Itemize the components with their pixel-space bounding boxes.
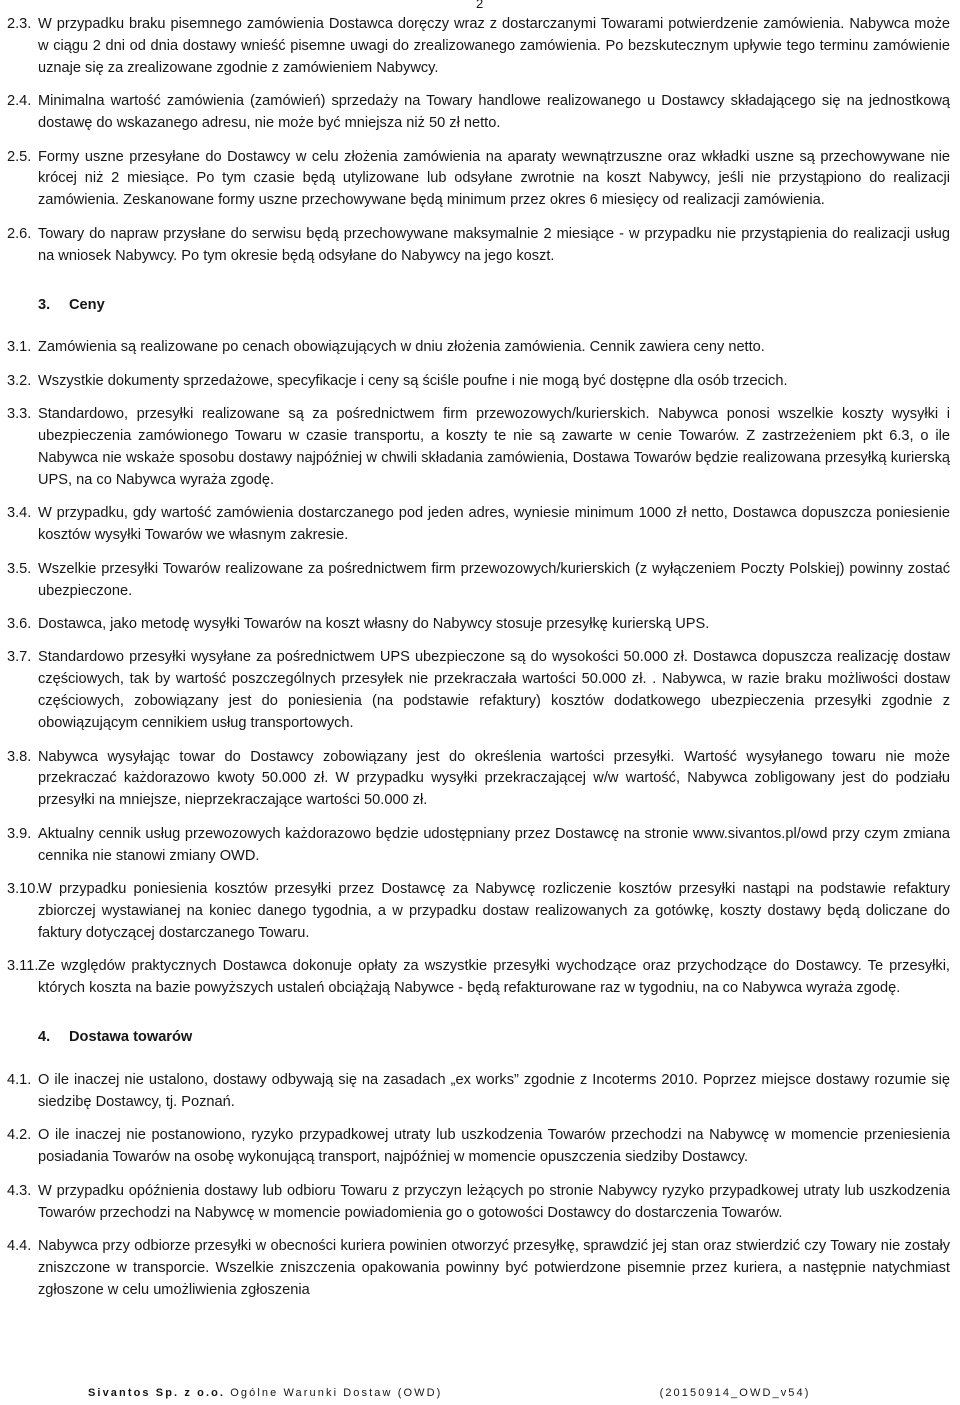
footer-company: Sivantos Sp. z o.o.: [88, 1387, 226, 1399]
clause-2-4: [7, 91, 950, 135]
clause-number: 2.3.: [7, 16, 32, 32]
section-4-heading: [7, 1027, 950, 1049]
clause-3-7: [7, 647, 950, 735]
clause-text: O ile inaczej nie ustalono, dostawy odbywają się na zasadach „ex works” zgodnie z Incoterms 2010. Poprzez miejsce dostawy rozumie się siedzibę Dostawcy, tj. Poznań.: [38, 1072, 950, 1110]
clause-text: Minimalna wartość zamówienia (zamówień) sprzedaży na Towary handlowe realizowanego u Dostawcy składającego się na jednostkową dostawę do wskazanego adresu, nie może być mniejsza niż 50 zł netto.: [38, 93, 950, 132]
clause-text: Formy uszne przesyłane do Dostawcy w celu złożenia zamówienia na aparaty wewnątrzuszne oraz wkładki uszne są przechowywane nie krócej niż 2 miesiące. Po tym czasie będą utylizowane lub odsyłane zwrotnie na koszt Nabywcy, jeśli nie przystąpiono do realizacji zamówienia. Zeskanowane formy uszne przechowywane będą minimum przez okres 6 miesięcy od realizacji zamówienia.: [38, 148, 950, 209]
footer-document-title: Ogólne Warunki Dostaw (OWD): [230, 1387, 443, 1399]
clause-number: 4.2.: [7, 1127, 32, 1144]
clause-text: W przypadku poniesienia kosztów przesyłki przez Dostawcę za Nabywcę rozliczenie kosztów przesyłki nastąpi na podstawie refaktury zbiorczej wystawianej na koniec danego tygodnia, a w przypadku dostaw realizowanych za gotówkę, koszty dostawy będą doliczane do faktury dotyczącej dostarczanego Towaru.: [38, 881, 950, 941]
section-number: 4.: [38, 1029, 51, 1046]
clause-number: 2.4.: [7, 93, 32, 110]
clause-number: 3.6.: [7, 616, 32, 633]
clause-text: W przypadku braku pisemnego zamówienia Dostawca doręczy wraz z dostarczanymi Towarami potwierdzenie zamówienia. Nabywca może w ciągu 2 dni od dnia dostawy wnieść pisemne uwagi do zrealizowanego zamówienia. Po bezskutecznym upływie tego terminu zamówienie uznaje się za zrealizowane zgodnie z zamówieniem Nabywcy.: [38, 16, 950, 76]
clause-4-4: [7, 1236, 950, 1302]
clause-text: Towary do napraw przysłane do serwisu będą przechowywane maksymalnie 2 miesiące - w przypadku nie przystąpienia do realizacji usług na wniosek Nabywcy. Po tym okresie będą odsyłane do Nabywcy na jego koszt.: [38, 225, 950, 264]
clause-number: 3.3.: [7, 406, 32, 423]
clause-text: Dostawca, jako metodę wysyłki Towarów na koszt własny do Nabywcy stosuje przesyłkę kurierską UPS.: [38, 616, 710, 633]
clause-4-2: [7, 1125, 950, 1169]
clause-2-5: [7, 147, 950, 213]
clause-4-1: [7, 1070, 950, 1114]
clause-text: Wszelkie przesyłki Towarów realizowane za pośrednictwem firm przewozowych/kurierskich (z wyłączeniem Poczty Polskiej) powinny zostać ubezpieczone.: [38, 560, 950, 599]
clause-3-9: [7, 824, 950, 868]
clause-number: 2.5.: [7, 148, 32, 165]
clause-3-11: [7, 956, 950, 1000]
clause-text: Standardowo, przesyłki realizowane są za pośrednictwem firm przewozowych/kurierskich. Nabywca ponosi wszelkie koszty wysyłki i ubezpieczenia zamówionego Towaru w czasie transportu, a koszty te nie są zawarte w cenie Towarów. Z zastrzeżeniem pkt 6.3, o ile Nabywca nie wskaże sposobu dostawy najpóźniej w chwili składania zamówienia, Dostawa Towarów będzie realizowana przesyłką kurierską UPS, na co Nabywca wyraża zgodę.: [38, 406, 950, 488]
clause-text: Zamówienia są realizowane po cenach obowiązujących w dniu złożenia zamówienia. Cennik zawiera ceny netto.: [38, 339, 765, 356]
clause-text: Aktualny cennik usług przewozowych każdorazowo będzie udostępniany przez Dostawcę na stronie www.sivantos.pl/owd przy czym zmiana cennika nie stanowi zmiany OWD.: [38, 825, 950, 864]
footer-document-code: (20150914_OWD_v54): [659, 1387, 811, 1399]
clause-number: 3.5.: [7, 560, 32, 577]
clause-number: 2.6.: [7, 225, 32, 242]
clause-text: Nabywca wysyłając towar do Dostawcy zobowiązany jest do określenia wartości przesyłki. Wartość wysyłanego towaru nie może przekraczać każdorazowo kwoty 50.000 zł. W przypadku wysyłki przekraczającej w/w wartość, Nabywca zobligowany jest do podziału przesyłki na mniejsze, nieprzekraczające wartości 50.000 zł.: [38, 748, 950, 809]
clause-number: 3.8.: [7, 748, 32, 765]
clause-3-2: [7, 371, 950, 393]
clause-text: W przypadku opóźnienia dostawy lub odbioru Towaru z przyczyn leżących po stronie Nabywcy ryzyko przypadkowej utraty lub uszkodzenia Towarów przechodzi na Nabywcę w momencie powiadomienia go o gotowości Dostawcy do dostarczenia Towarów.: [38, 1182, 950, 1221]
document-body: [7, 14, 950, 1313]
clause-3-8: [7, 747, 950, 813]
clause-text: Ze względów praktycznych Dostawca dokonuje opłaty za wszystkie przesyłki wychodzące oraz przychodzące do Dostawcy. Te przesyłki, których koszta na bazie powyższych ustaleń obciążają Nabywce - będą refakturowane raz w tygodniu, na co Nabywca wyraża zgodę.: [38, 958, 950, 997]
clause-2-3: [7, 14, 950, 80]
clause-3-6: [7, 614, 950, 636]
clause-text: O ile inaczej nie postanowiono, ryzyko przypadkowej utraty lub uszkodzenia Towarów przechodzi na Nabywcę w momencie przeniesienia posiadania Towarów na osobę wykonującą transport, najpóźniej w momencie opuszczenia siedziby Dostawcy.: [38, 1127, 950, 1166]
clause-text: Nabywca przy odbiorze przesyłki w obecności kuriera powinien otworzyć przesyłkę, sprawdzić jej stan oraz stwierdzić czy Towary nie zostały zniszczone w transporcie. Wszelkie zniszczenia opakowania powinny być potwierdzone pisemnie przez kuriera, a następnie natychmiast zgłoszone w celu umożliwienia zgłoszenia: [38, 1237, 950, 1298]
clause-number: 3.4.: [7, 505, 32, 522]
clause-number: 3.2.: [7, 372, 32, 389]
clause-number: 4.3.: [7, 1182, 32, 1199]
clause-3-3: [7, 404, 950, 492]
clause-number: 4.1.: [7, 1072, 32, 1089]
section-title: Ceny: [69, 296, 105, 313]
clause-number: 3.11.: [7, 958, 39, 975]
clause-number: 3.9.: [7, 825, 32, 842]
clause-text: Wszystkie dokumenty sprzedażowe, specyfikacje i ceny są ściśle poufne i nie mogą być dostępne dla osób trzecich.: [38, 372, 788, 389]
clause-4-3: [7, 1181, 950, 1225]
section-title: Dostawa towarów: [69, 1029, 193, 1046]
clause-2-6: [7, 224, 950, 268]
section-3-heading: [7, 295, 950, 317]
page-footer: [88, 1386, 811, 1400]
section-number: 3.: [38, 296, 51, 313]
clause-number: 4.4.: [7, 1237, 32, 1254]
clause-3-10: [7, 879, 950, 945]
clause-3-1: [7, 337, 950, 359]
clause-text: W przypadku, gdy wartość zamówienia dostarczanego pod jeden adres, wyniesie minimum 1000 zł netto, Dostawca dopuszcza poniesienie kosztów wysyłki Towarów we własnym zakresie.: [38, 505, 950, 544]
clause-3-4: [7, 503, 950, 547]
clause-number: 3.1.: [7, 339, 32, 356]
clause-text: Standardowo przesyłki wysyłane za pośrednictwem UPS ubezpieczone są do wysokości 50.000 zł. Dostawca dopuszcza realizację dostaw częściowych, tak by wartość poszczególnych przesyłek nie przekraczała wartości 50.000 zł. . Nabywca, w razie braku możliwości dostaw częściowych, zobowiązany jest do poniesienia (na podstawie refaktury) kosztów dodatkowego ubezpieczenia przesyłki zgodnie z obowiązującym cennikiem usług transportowych.: [38, 649, 950, 732]
clause-3-5: [7, 559, 950, 603]
clause-number: 3.7.: [7, 649, 32, 666]
clause-number: 3.10.: [7, 881, 40, 898]
page-number: 2: [476, 0, 484, 11]
